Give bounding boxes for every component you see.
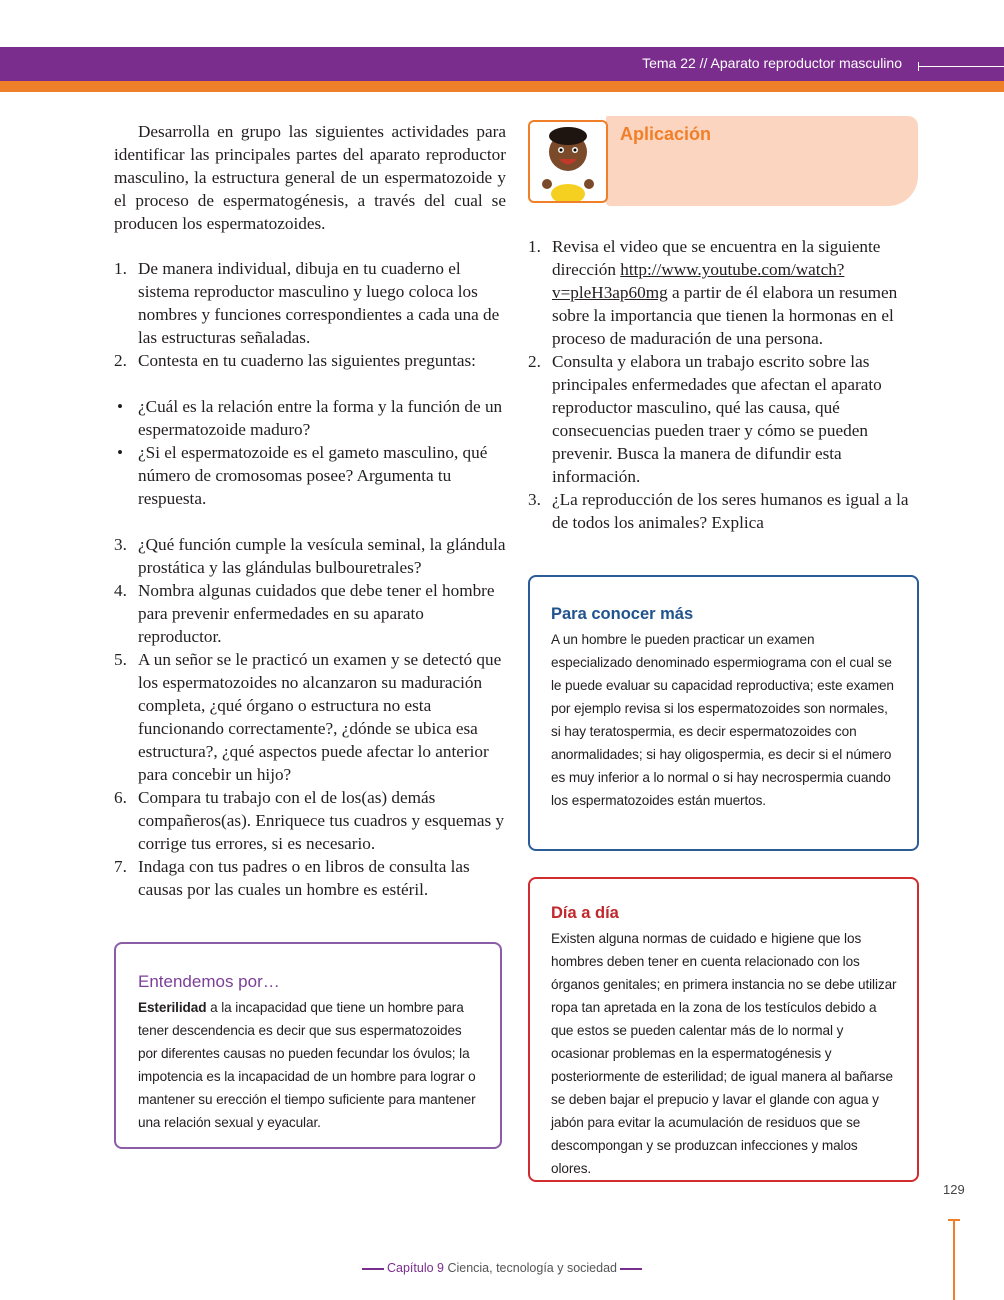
day-to-day-box (528, 877, 919, 1182)
item-text: Revisa el video que se encuentra en la siguiente dirección (552, 237, 881, 279)
list-item (114, 786, 506, 855)
header-rule-tick (918, 62, 919, 71)
list-item (528, 235, 920, 350)
page-footer (0, 1261, 1004, 1275)
item-text: Compara tu trabajo con el de los(as) demás compañeros(as). Enriquece tus cuadros y esquemas y corrige tus errores, si es necesario. (138, 788, 505, 853)
bullet-dot-icon: • (117, 443, 124, 462)
side-rule (953, 1220, 955, 1300)
item-number: 5. (114, 650, 127, 669)
definition-term: Esterilidad (138, 1000, 207, 1015)
list-item (114, 648, 506, 786)
item-text: Indaga con tus padres o en libros de consulta las causas por las cuales un hombre es estéril. (138, 857, 470, 899)
footer-subject: Ciencia, tecnología y sociedad (443, 1261, 617, 1275)
definition-body: a la incapacidad que tiene un hombre para tener descendencia es decir que sus espermatozoides por diferentes causas no pueden fecundar los óvulos; la impotencia es la incapacidad de un hombre para lograr o mantener su erección el tiempo suficiente para mantener una relación sexual y eyacular. (138, 1000, 476, 1130)
item-number: 1. (114, 259, 127, 278)
application-list (528, 235, 920, 534)
item-text: Nombra algunas cuidados que debe tener el hombre para prevenir enfermedades en su aparato reproductor. (138, 581, 495, 646)
item-text: A un señor se le practicó un examen y se detectó que los espermatozoides no alcanzaron su maduración completa, ¿qué órgano o estructura no esta funcionando correctamente?, ¿dónde se ubica esa estructura?, ¿qué aspectos puede afectar lo anterior para concebir un hijo? (138, 650, 502, 784)
list-item (114, 257, 506, 349)
bullet-text: ¿Cuál es la relación entre la forma y la función de un espermatozoide maduro? (138, 397, 503, 439)
header-accent-strip (0, 81, 1004, 92)
list-item (114, 349, 506, 372)
item-text-cont: a partir de él elabora un resumen sobre la importancia que tienen la hormonas en el proceso de maduración de una persona. (552, 283, 898, 348)
item-text: ¿La reproducción de los seres humanos es igual a la de todos los animales? Explica (552, 490, 909, 532)
intro-paragraph: Desarrolla en grupo las siguientes actividades para identificar las principales partes del aparato reproductor masculino, la estructura general de un espermatozoide y el proceso de espermatogénesis, a través del cual se producen los espermatozoides. (114, 122, 506, 233)
footer-chapter: Capítulo 9 (386, 1261, 444, 1275)
item-number: 4. (114, 581, 127, 600)
definition-box-title: Entendemos por… (138, 972, 280, 991)
question-bullets (114, 395, 506, 510)
day-to-day-text: Existen alguna normas de cuidado e higiene que los hombres deben tener en cuenta relacionado con los órganos genitales; en primera instancia no se debe utilizar ropa tan apretada en la zona de los testículos debido a que estos se pueden calentar más de lo normal y ocasionar problemas en la espermatogénesis y posteriormente de esterilidad; de igual manera al bañarse se deben bajar el prepucio y lavar el glande con agua y jabón para evitar la acumulación de residuos que se descompongan y se produzcan infecciones y malos olores. (551, 931, 897, 1176)
smiling-child-icon (530, 122, 606, 201)
left-column (114, 120, 506, 901)
learn-more-title: Para conocer más (551, 605, 694, 623)
bullet-item (114, 395, 506, 441)
page-number: 129 (943, 1182, 965, 1197)
bullet-dot-icon: • (117, 397, 124, 416)
application-title: Aplicación (620, 124, 712, 144)
item-text: ¿Qué función cumple la vesícula seminal, la glándula prostática y las glándulas bulbouretrales? (138, 535, 506, 577)
footer-rule-left (362, 1268, 384, 1270)
bullet-text: ¿Si el espermatozoide es el gameto masculino, qué número de cromosomas posee? Argumenta tu respuesta. (138, 443, 488, 508)
item-text: De manera individual, dibuja en tu cuaderno el sistema reproductor masculino y luego coloca los nombres y funciones correspondientes a cada una de las estructuras señaladas. (138, 259, 500, 347)
definition-box (114, 942, 502, 1149)
item-number: 3. (528, 490, 541, 509)
video-link[interactable]: http://www.youtube.com/watch?v=pleH3ap60mg (552, 260, 845, 302)
right-column (528, 235, 920, 534)
learn-more-text: A un hombre le pueden practicar un examen especializado denominado espermiograma con el cual se le puede evaluar su capacidad reproductiva; este examen por ejemplo revisa si los espermatozoides son normales, si hay teratospermia, es decir espermatozoides con anormalidades; si hay oligospermia, es decir si el número es muy inferior a lo normal o si hay necrospermia cuando los espermatozoides están muertos. (551, 632, 894, 808)
topic-title: Tema 22 // Aparato reproductor masculino (642, 55, 902, 71)
list-item (114, 533, 506, 579)
list-item (114, 855, 506, 901)
item-number: 2. (114, 351, 127, 370)
item-number: 7. (114, 857, 127, 876)
day-to-day-title: Día a día (551, 904, 619, 922)
activity-list-a (114, 257, 506, 372)
item-number: 6. (114, 788, 127, 807)
header-rule (918, 66, 1004, 67)
list-item (114, 579, 506, 648)
list-item (528, 488, 920, 534)
item-text: Contesta en tu cuaderno las siguientes preguntas: (138, 351, 476, 370)
item-text: Consulta y elabora un trabajo escrito sobre las principales enfermedades que afectan el aparato reproductor masculino, qué las causa, qué consecuencias pueden traer y cómo se pueden prevenir. Busca la manera de difundir esta información. (552, 352, 882, 486)
learn-more-box (528, 575, 919, 851)
child-illustration (528, 120, 608, 203)
item-number: 1. (528, 237, 541, 256)
activity-list-b (114, 533, 506, 901)
bullet-item (114, 441, 506, 510)
list-item (528, 350, 920, 488)
footer-rule-right (620, 1268, 642, 1270)
definition-box-text (138, 996, 480, 1134)
item-number: 3. (114, 535, 127, 554)
item-number: 2. (528, 352, 541, 371)
